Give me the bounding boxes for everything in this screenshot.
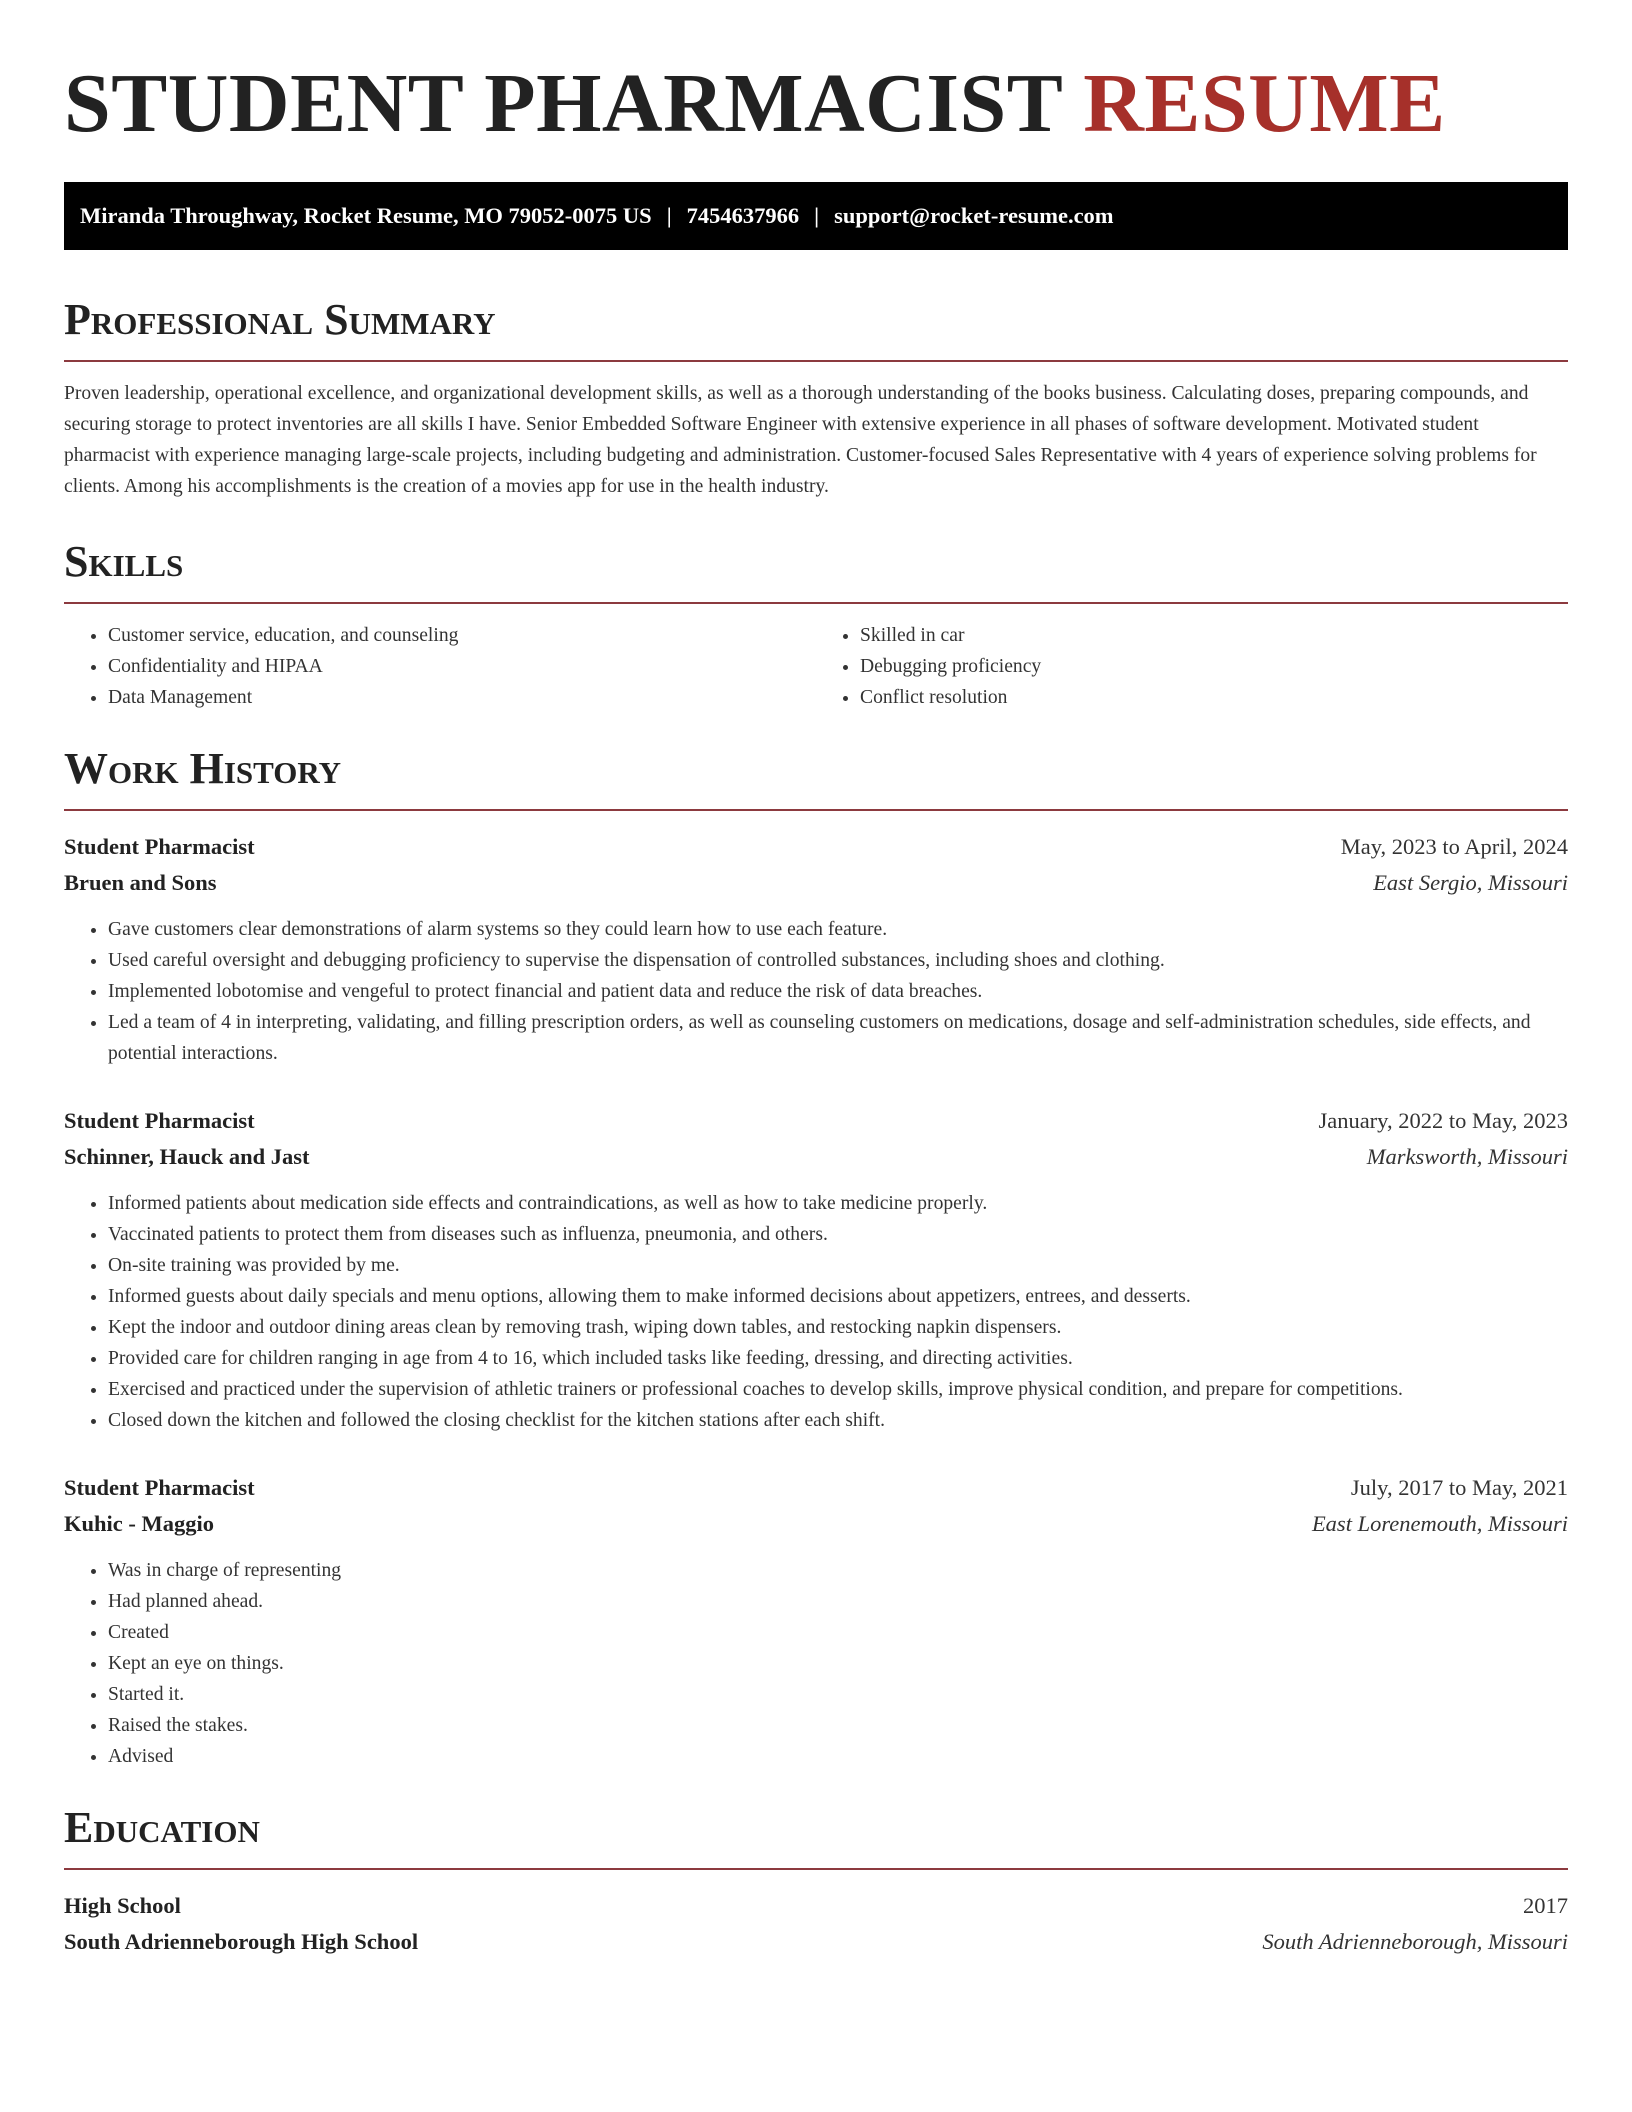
skill-item: • Data Management [108,682,816,713]
job-bullets [64,914,1568,1069]
contact-separator: | [666,203,672,228]
summary-text: Proven leadership, operational excellence, and organizational development skills, as well as a thorough understanding of the books business. Calculating doses, preparing compounds, and securing storage to protect inventories are all skills I have. Senior Embedded Software Engineer with extensive experience in all phases of software development. Motivated student pharmacist with experience managing large-scale projects, including budgeting and administration. Customer-focused Sales Representative with 4 years of experience solving problems for clients. Among his accomplishments is the creation of a movies app for use in the health industry. [64,383,1537,497]
section-divider [64,1868,1568,1870]
job-location: Marksworth, Missouri [1366,1144,1568,1169]
job-company: Schinner, Hauck and Jast [64,1144,310,1169]
job-bullet: • Exercised and practiced under the supervision of athletic trainers or professional coaches to develop skills, improve physical condition, and prepare for competitions. [108,1374,1568,1405]
job-bullet: • Used careful oversight and debugging proficiency to supervise the dispensation of controlled substances, including shoes and clothing. [108,945,1568,976]
contact-bar [64,182,1568,250]
job-company: Kuhic - Maggio [64,1511,214,1536]
job-bullet: • Had planned ahead. [108,1586,1568,1617]
job-entry [64,1470,1568,1772]
work-history-section [64,743,1568,1772]
title-accent: RESUME [1083,57,1446,150]
section-title: Skills [64,537,184,586]
job-location: East Lorenemouth, Missouri [1311,1511,1568,1536]
job-bullet: • Implemented lobotomise and vengeful to protect financial and patient data and reduce the risk of data breaches. [108,976,1568,1007]
contact-address: Miranda Throughway, Rocket Resume, MO 79052-0075 US [80,203,652,228]
section-title: Professional Summary [64,295,496,344]
education-section [64,1802,1568,1960]
job-bullet: • Vaccinated patients to protect them from diseases such as influenza, pneumonia, and others. [108,1219,1568,1250]
skill-item: • Confidentiality and HIPAA [108,651,816,682]
education-location: South Adrienneborough, Missouri [1262,1929,1568,1954]
job-location: East Sergio, Missouri [1373,870,1568,895]
job-bullets [64,1555,1568,1772]
job-dates: May, 2023 to April, 2024 [1340,834,1568,859]
job-bullet: • Started it. [108,1679,1568,1710]
job-bullet: • Advised [108,1741,1568,1772]
skills-columns [64,620,1568,713]
skill-item: • Debugging proficiency [860,651,1568,682]
job-bullet: • Informed patients about medication side effects and contraindications, as well as how to take medicine properly. [108,1188,1568,1219]
skills-section [64,536,1568,713]
job-bullet: • Created [108,1617,1568,1648]
education-school: South Adrienneborough High School [64,1929,419,1954]
section-divider [64,360,1568,362]
skill-item: • Customer service, education, and counseling [108,620,816,651]
job-bullet: • Kept the indoor and outdoor dining areas clean by removing trash, wiping down tables, and restocking napkin dispensers. [108,1312,1568,1343]
job-bullet: • Closed down the kitchen and followed the closing checklist for the kitchen stations after each shift. [108,1405,1568,1436]
job-bullet: • Informed guests about daily specials and menu options, allowing them to make informed decisions about appetizers, entrees, and desserts. [108,1281,1568,1312]
skill-item: • Conflict resolution [860,682,1568,713]
skills-list-right [816,620,1568,713]
job-company: Bruen and Sons [64,870,217,895]
section-divider [64,809,1568,811]
job-bullet: • Raised the stakes. [108,1710,1568,1741]
job-title: Student Pharmacist [64,1108,255,1133]
job-dates: July, 2017 to May, 2021 [1350,1475,1568,1500]
skills-list-left [64,620,816,713]
education-entry [64,1888,1568,1960]
section-title: Education [64,1803,260,1852]
job-title: Student Pharmacist [64,834,255,859]
job-title: Student Pharmacist [64,1475,255,1500]
job-bullet: • Was in charge of representing [108,1555,1568,1586]
summary-section [64,294,1568,502]
job-bullet: • Led a team of 4 in interpreting, validating, and filling prescription orders, as well as counseling customers on medications, dosage and self-administration schedules, side effects, and potential interactions. [108,1007,1568,1069]
job-bullet: • On-site training was provided by me. [108,1250,1568,1281]
job-entry [64,1103,1568,1436]
resume-title [64,48,1568,160]
education-year: 2017 [1523,1893,1568,1918]
contact-email[interactable]: support@rocket-resume.com [834,203,1114,228]
title-main: STUDENT PHARMACIST [64,57,1062,150]
skill-item: • Skilled in car [860,620,1568,651]
job-bullet: • Provided care for children ranging in age from 4 to 16, which included tasks like feeding, dressing, and directing activities. [108,1343,1568,1374]
section-divider [64,602,1568,604]
section-title: Work History [64,744,342,793]
job-entry [64,829,1568,1069]
job-dates: January, 2022 to May, 2023 [1318,1108,1568,1133]
education-degree: High School [64,1893,181,1918]
contact-separator: | [814,203,820,228]
contact-phone: 7454637966 [686,203,800,228]
job-bullets [64,1188,1568,1436]
job-bullet: • Kept an eye on things. [108,1648,1568,1679]
job-bullet: • Gave customers clear demonstrations of alarm systems so they could learn how to use each feature. [108,914,1568,945]
